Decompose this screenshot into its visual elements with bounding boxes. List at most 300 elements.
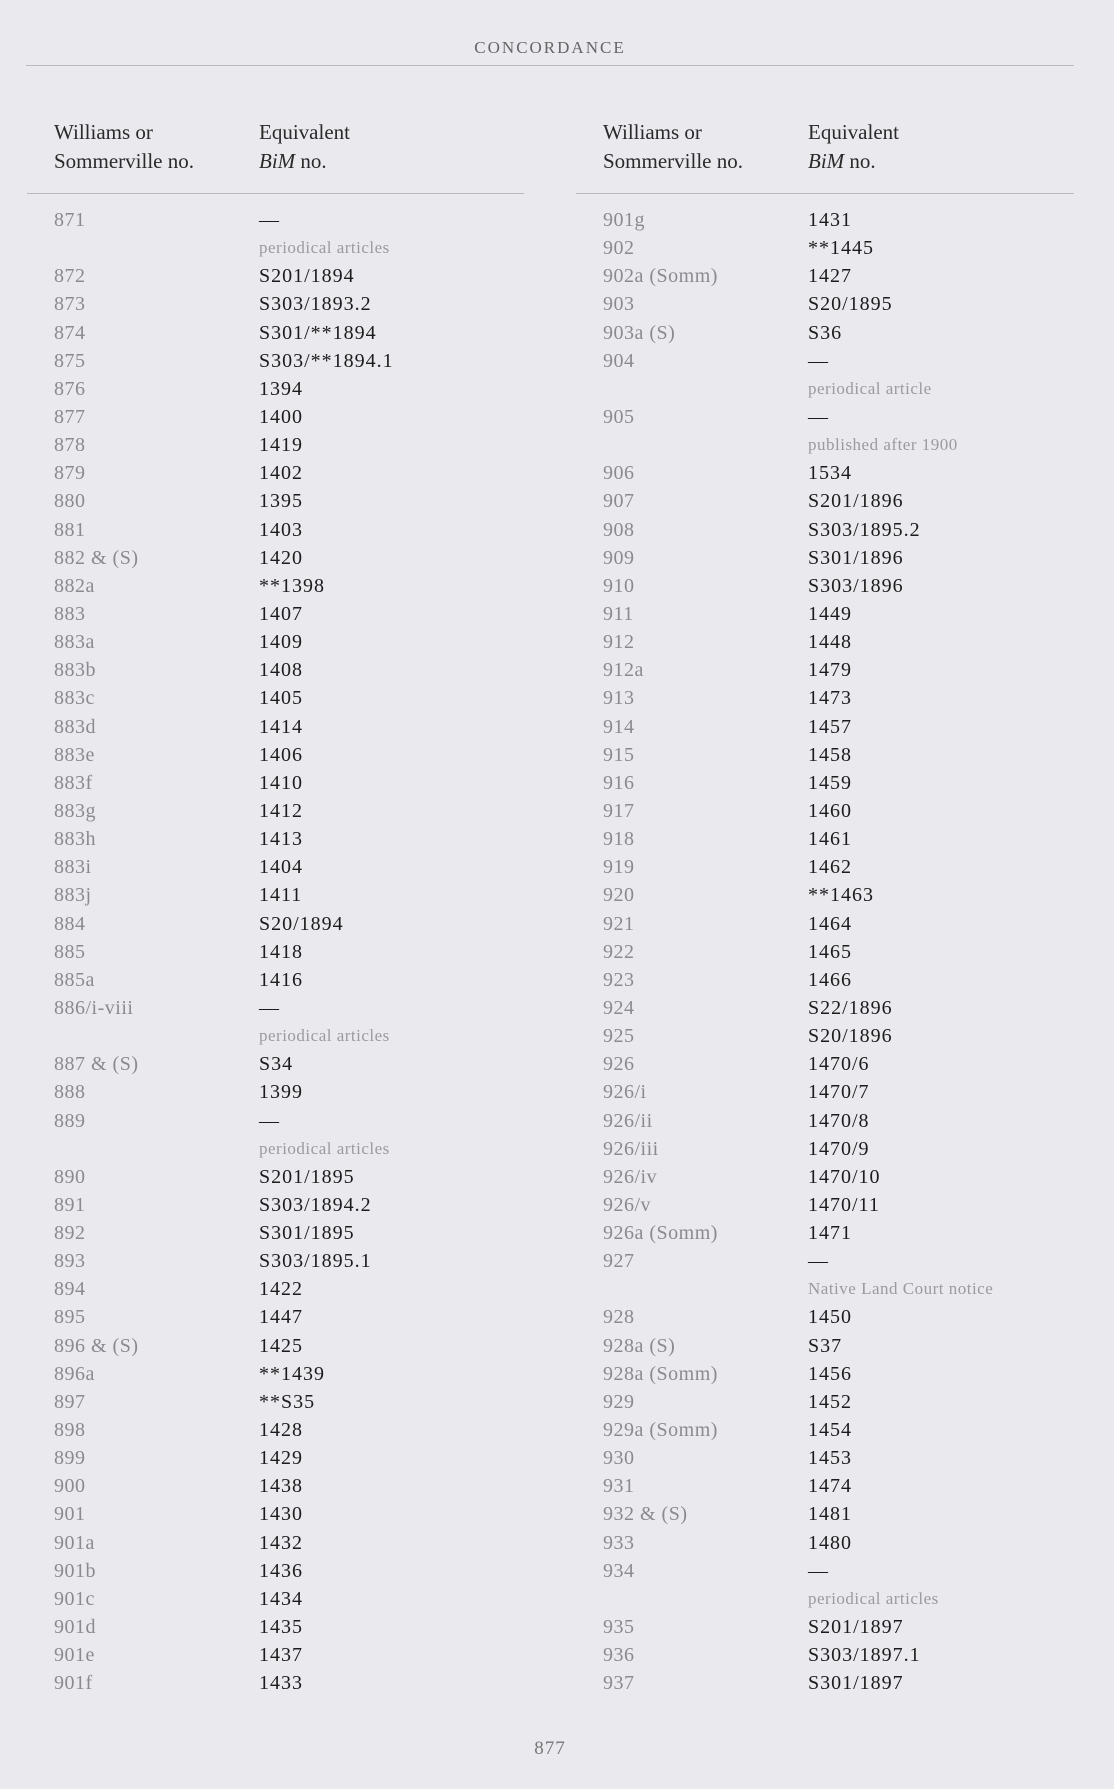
williams-sommerville-number: 915 [603,743,635,766]
table-row [27,600,524,628]
bim-number: — [808,405,829,428]
bim-number: 1406 [259,743,303,766]
bim-number: 1452 [808,1390,852,1413]
table-row [27,431,524,459]
table-row [27,1247,524,1275]
table-row [576,1135,1074,1163]
table-row [27,1050,524,1078]
table-row [27,769,524,797]
williams-sommerville-number: 926/v [603,1193,652,1216]
table-row [27,1500,524,1528]
williams-sommerville-number: 888 [54,1081,86,1104]
bim-number: — [259,209,280,231]
williams-sommerville-number: 874 [54,321,86,344]
bim-number: S201/1897 [808,1616,904,1639]
bim-number: 1434 [259,1587,303,1610]
williams-sommerville-number: 889 [54,1109,86,1132]
williams-sommerville-number: 883c [54,687,95,710]
williams-sommerville-number: 900 [54,1475,86,1498]
bim-number: 1419 [259,434,303,457]
table-row [576,1472,1074,1500]
table-row [27,1557,524,1585]
williams-sommerville-number: 926/iii [603,1137,659,1160]
note-row [576,1275,1074,1303]
table-row [576,825,1074,853]
table-row [576,1641,1074,1669]
table-row [576,403,1074,431]
bim-number: 1436 [259,1559,303,1582]
concordance-rows [27,206,524,1697]
table-row [576,459,1074,487]
williams-sommerville-number: 897 [54,1390,86,1413]
table-row [27,403,524,431]
williams-sommerville-number: 898 [54,1419,86,1442]
table-row [576,1360,1074,1388]
header-divider [26,65,1074,66]
header-williams-sommerville [27,118,259,176]
table-row [27,825,524,853]
bim-number: 1429 [259,1447,303,1470]
williams-sommerville-number: 924 [603,996,635,1019]
williams-sommerville-number: 871 [54,209,86,231]
header-label: Sommerville no. [54,149,194,173]
williams-sommerville-number: 895 [54,1306,86,1329]
williams-sommerville-number: 911 [603,602,634,625]
bim-number: S201/1896 [808,490,904,513]
table-row [576,1163,1074,1191]
bim-number: 1456 [808,1362,852,1385]
bim-number: 1416 [259,968,303,991]
concordance-column-left [27,118,524,1697]
bim-number: S303/1893.2 [259,293,372,316]
bim-number: 1395 [259,490,303,513]
table-row [576,910,1074,938]
williams-sommerville-number: 887 & (S) [54,1053,139,1076]
bim-number: **S35 [259,1390,316,1413]
bim-number: 1431 [808,209,852,231]
bim-number: **1398 [259,574,325,597]
bim-number: 1430 [259,1503,303,1526]
table-row [576,853,1074,881]
table-row [576,1388,1074,1416]
bim-number: 1402 [259,462,303,485]
bim-number: S303/1897.1 [808,1644,921,1667]
bim-number: — [259,1109,280,1132]
bim-number: 1438 [259,1475,303,1498]
bim-number: 1448 [808,631,852,654]
table-row [576,290,1074,318]
williams-sommerville-number: 926/ii [603,1109,653,1132]
table-row [27,1529,524,1557]
bim-number: S301/1896 [808,546,904,569]
williams-sommerville-number [27,1135,259,1163]
page-number: 877 [534,1738,566,1759]
williams-sommerville-number: 896 & (S) [54,1334,139,1357]
williams-sommerville-number: 891 [54,1193,86,1216]
bim-number: **1463 [808,884,874,907]
bim-number: 1404 [259,856,303,879]
bim-number: S303/1895.1 [259,1250,372,1273]
williams-sommerville-number: 918 [603,828,635,851]
table-row [27,741,524,769]
table-row [27,375,524,403]
table-row [576,544,1074,572]
table-row [576,1078,1074,1106]
table-row [576,966,1074,994]
table-row [27,516,524,544]
header-label: Equivalent [259,120,350,144]
williams-sommerville-number: 890 [54,1165,86,1188]
bim-number: 1481 [808,1503,852,1526]
williams-sommerville-number: 886/i-viii [54,996,134,1019]
williams-sommerville-number: 873 [54,293,86,316]
williams-sommerville-number [27,1022,259,1050]
header-williams-sommerville [576,118,808,176]
bim-number: 1470/11 [808,1193,880,1216]
williams-sommerville-number: 901a [54,1531,95,1554]
williams-sommerville-number: 883 [54,602,86,625]
williams-sommerville-number: 884 [54,912,86,935]
bim-number: 1418 [259,940,303,963]
table-row [576,206,1074,234]
table-row [27,684,524,712]
williams-sommerville-number: 904 [603,349,635,372]
williams-sommerville-number: 901d [54,1616,96,1639]
bim-number: S301/1895 [259,1222,355,1245]
bim-number: 1408 [259,659,303,682]
note-row [576,1585,1074,1613]
bim-number: 1437 [259,1644,303,1667]
table-row [27,206,524,234]
table-row [576,994,1074,1022]
note-row [27,1022,524,1050]
table-row [576,881,1074,909]
table-row [576,1303,1074,1331]
bim-number: 1465 [808,940,852,963]
table-row [576,684,1074,712]
table-row [576,600,1074,628]
entry-note: periodical articles [259,238,390,258]
williams-sommerville-number: 907 [603,490,635,513]
bim-number: 1411 [259,884,303,907]
table-row [27,544,524,572]
williams-sommerville-number: 885 [54,940,86,963]
williams-sommerville-number: 901f [54,1672,93,1695]
table-row [27,1078,524,1106]
table-row [576,741,1074,769]
bim-number: 1534 [808,462,852,485]
williams-sommerville-number: 872 [54,265,86,288]
williams-sommerville-number: 885a [54,968,95,991]
williams-sommerville-number: 902a (Somm) [603,265,718,288]
table-row [576,516,1074,544]
williams-sommerville-number: 909 [603,546,635,569]
williams-sommerville-number: 881 [54,518,86,541]
bim-number: 1470/10 [808,1165,881,1188]
williams-sommerville-number: 883d [54,715,96,738]
williams-sommerville-number: 933 [603,1531,635,1554]
williams-sommerville-number: 926 [603,1053,635,1076]
bim-number: 1409 [259,631,303,654]
williams-sommerville-number: 879 [54,462,86,485]
williams-sommerville-number: 914 [603,715,635,738]
bim-number: — [808,1559,829,1582]
bim-number: 1403 [259,518,303,541]
table-row [27,1613,524,1641]
bim-number: 1464 [808,912,852,935]
bim-number: — [808,349,829,372]
williams-sommerville-number: 883f [54,771,93,794]
bim-number: 1450 [808,1306,852,1329]
bim-number: 1432 [259,1531,303,1554]
bim-number: — [808,1250,829,1273]
running-head: CONCORDANCE [474,38,626,57]
table-row [27,994,524,1022]
table-row [576,1500,1074,1528]
table-row [576,1613,1074,1641]
bim-number: 1399 [259,1081,303,1104]
table-row [27,262,524,290]
williams-sommerville-number: 901e [54,1644,95,1667]
williams-sommerville-number: 901 [54,1503,86,1526]
no-label: no. [844,149,876,173]
bim-label: BiM [259,149,296,173]
bim-number: **1445 [808,237,874,260]
table-row [576,1219,1074,1247]
bim-number: 1420 [259,546,303,569]
williams-sommerville-number: 876 [54,377,86,400]
bim-number: 1470/8 [808,1109,870,1132]
note-row [27,1135,524,1163]
bim-number: S36 [808,321,843,344]
bim-number: — [259,996,280,1019]
williams-sommerville-number: 912 [603,631,635,654]
entry-note: periodical articles [259,1138,390,1158]
williams-sommerville-number: 902 [603,237,635,260]
table-row [27,938,524,966]
bim-number: S34 [259,1053,294,1076]
williams-sommerville-number: 883h [54,828,96,851]
table-row [27,572,524,600]
williams-sommerville-number: 926/i [603,1081,647,1104]
table-row [27,1472,524,1500]
table-row [576,713,1074,741]
table-row [27,1163,524,1191]
williams-sommerville-number [576,375,808,403]
table-row [576,1107,1074,1135]
table-row [27,797,524,825]
table-row [576,1416,1074,1444]
williams-sommerville-number: 931 [603,1475,635,1498]
bim-number: 1433 [259,1672,303,1695]
williams-sommerville-number: 882a [54,574,95,597]
williams-sommerville-number: 875 [54,349,86,372]
williams-sommerville-number: 935 [603,1616,635,1639]
column-header-rule [576,193,1074,194]
williams-sommerville-number [27,234,259,262]
table-row [27,628,524,656]
williams-sommerville-number: 877 [54,405,86,428]
table-row [27,1219,524,1247]
williams-sommerville-number: 927 [603,1250,635,1273]
header-label: Sommerville no. [603,149,743,173]
bim-number: S303/1896 [808,574,904,597]
bim-number: 1410 [259,771,303,794]
table-row [576,656,1074,684]
table-row [576,938,1074,966]
bim-number: S301/1897 [808,1672,904,1695]
williams-sommerville-number [576,1275,808,1303]
bim-label: BiM [808,149,845,173]
column-header-rule [27,193,524,194]
williams-sommerville-number: 923 [603,968,635,991]
bim-number: 1462 [808,856,852,879]
table-row [27,347,524,375]
williams-sommerville-number: 908 [603,518,635,541]
no-label: no. [295,149,327,173]
bim-number: 1453 [808,1447,852,1470]
williams-sommerville-number: 894 [54,1278,86,1301]
entry-note: published after 1900 [808,435,958,455]
header-label: Williams or [54,120,153,144]
table-row [27,1641,524,1669]
williams-sommerville-number: 929a (Somm) [603,1419,718,1442]
table-row [576,572,1074,600]
concordance-rows [576,206,1074,1697]
williams-sommerville-number: 883a [54,631,95,654]
bim-number: 1471 [808,1222,852,1245]
bim-number: **1439 [259,1362,325,1385]
note-row [576,431,1074,459]
table-row [27,881,524,909]
table-row [576,1669,1074,1697]
williams-sommerville-number: 921 [603,912,635,935]
concordance-column-right [576,118,1074,1697]
williams-sommerville-number: 937 [603,1672,635,1695]
table-row [576,1557,1074,1585]
williams-sommerville-number: 934 [603,1559,635,1582]
williams-sommerville-number: 901b [54,1559,96,1582]
bim-number: S20/1895 [808,293,893,316]
williams-sommerville-number [576,431,808,459]
table-row [27,1444,524,1472]
table-row [27,1669,524,1697]
williams-sommerville-number: 936 [603,1644,635,1667]
williams-sommerville-number: 901g [603,209,645,231]
bim-number: S303/1895.2 [808,518,921,541]
williams-sommerville-number: 899 [54,1447,86,1470]
bim-number: 1470/6 [808,1053,870,1076]
table-row [27,1107,524,1135]
table-row [27,290,524,318]
table-row [576,1022,1074,1050]
table-row [576,1247,1074,1275]
table-row [576,319,1074,347]
bim-number: 1470/7 [808,1081,870,1104]
bim-number: 1457 [808,715,852,738]
bim-number: S20/1896 [808,1025,893,1048]
entry-note: periodical articles [808,1588,939,1608]
table-row [27,1416,524,1444]
bim-number: 1412 [259,799,303,822]
williams-sommerville-number: 880 [54,490,86,513]
bim-number: S22/1896 [808,996,893,1019]
williams-sommerville-number: 928a (S) [603,1334,676,1357]
williams-sommerville-number: 906 [603,462,635,485]
williams-sommerville-number: 926a (Somm) [603,1222,718,1245]
table-row [27,656,524,684]
table-row [576,797,1074,825]
table-row [576,1191,1074,1219]
header-label [808,147,1074,176]
table-row [27,713,524,741]
bim-number: S201/1895 [259,1165,355,1188]
williams-sommerville-number: 932 & (S) [603,1503,688,1526]
table-row [27,1332,524,1360]
bim-number: 1470/9 [808,1137,870,1160]
table-row [576,1444,1074,1472]
bim-number: S301/**1894 [259,321,377,344]
table-row [576,1050,1074,1078]
bim-number: 1407 [259,602,303,625]
table-row [576,487,1074,515]
bim-number: 1405 [259,687,303,710]
bim-number: 1461 [808,828,852,851]
williams-sommerville-number: 929 [603,1390,635,1413]
table-row [576,769,1074,797]
bim-number: 1449 [808,602,852,625]
table-row [27,1275,524,1303]
header-label: Equivalent [808,120,899,144]
note-row [27,234,524,262]
table-row [27,910,524,938]
bim-number: 1480 [808,1531,852,1554]
table-row [27,487,524,515]
header-equivalent-bim [808,118,1074,176]
table-row [576,1529,1074,1557]
bim-number: S303/**1894.1 [259,349,394,372]
williams-sommerville-number: 919 [603,856,635,879]
bim-number: 1479 [808,659,852,682]
table-row [27,1303,524,1331]
bim-number: 1400 [259,405,303,428]
williams-sommerville-number: 896a [54,1362,95,1385]
bim-number: 1459 [808,771,852,794]
table-row [27,853,524,881]
williams-sommerville-number: 925 [603,1025,635,1048]
bim-number: 1425 [259,1334,303,1357]
williams-sommerville-number: 882 & (S) [54,546,139,569]
bim-number: S201/1894 [259,265,355,288]
table-row [27,1191,524,1219]
bim-number: 1447 [259,1306,303,1329]
bim-number: 1428 [259,1419,303,1442]
bim-number: 1435 [259,1616,303,1639]
williams-sommerville-number: 903 [603,293,635,316]
bim-number: 1414 [259,715,303,738]
table-row [576,347,1074,375]
williams-sommerville-number: 917 [603,799,635,822]
williams-sommerville-number: 883e [54,743,95,766]
table-row [576,234,1074,262]
williams-sommerville-number: 878 [54,434,86,457]
williams-sommerville-number: 913 [603,687,635,710]
bim-number: 1427 [808,265,852,288]
bim-number: 1473 [808,687,852,710]
williams-sommerville-number: 893 [54,1250,86,1273]
table-row [27,966,524,994]
williams-sommerville-number: 916 [603,771,635,794]
